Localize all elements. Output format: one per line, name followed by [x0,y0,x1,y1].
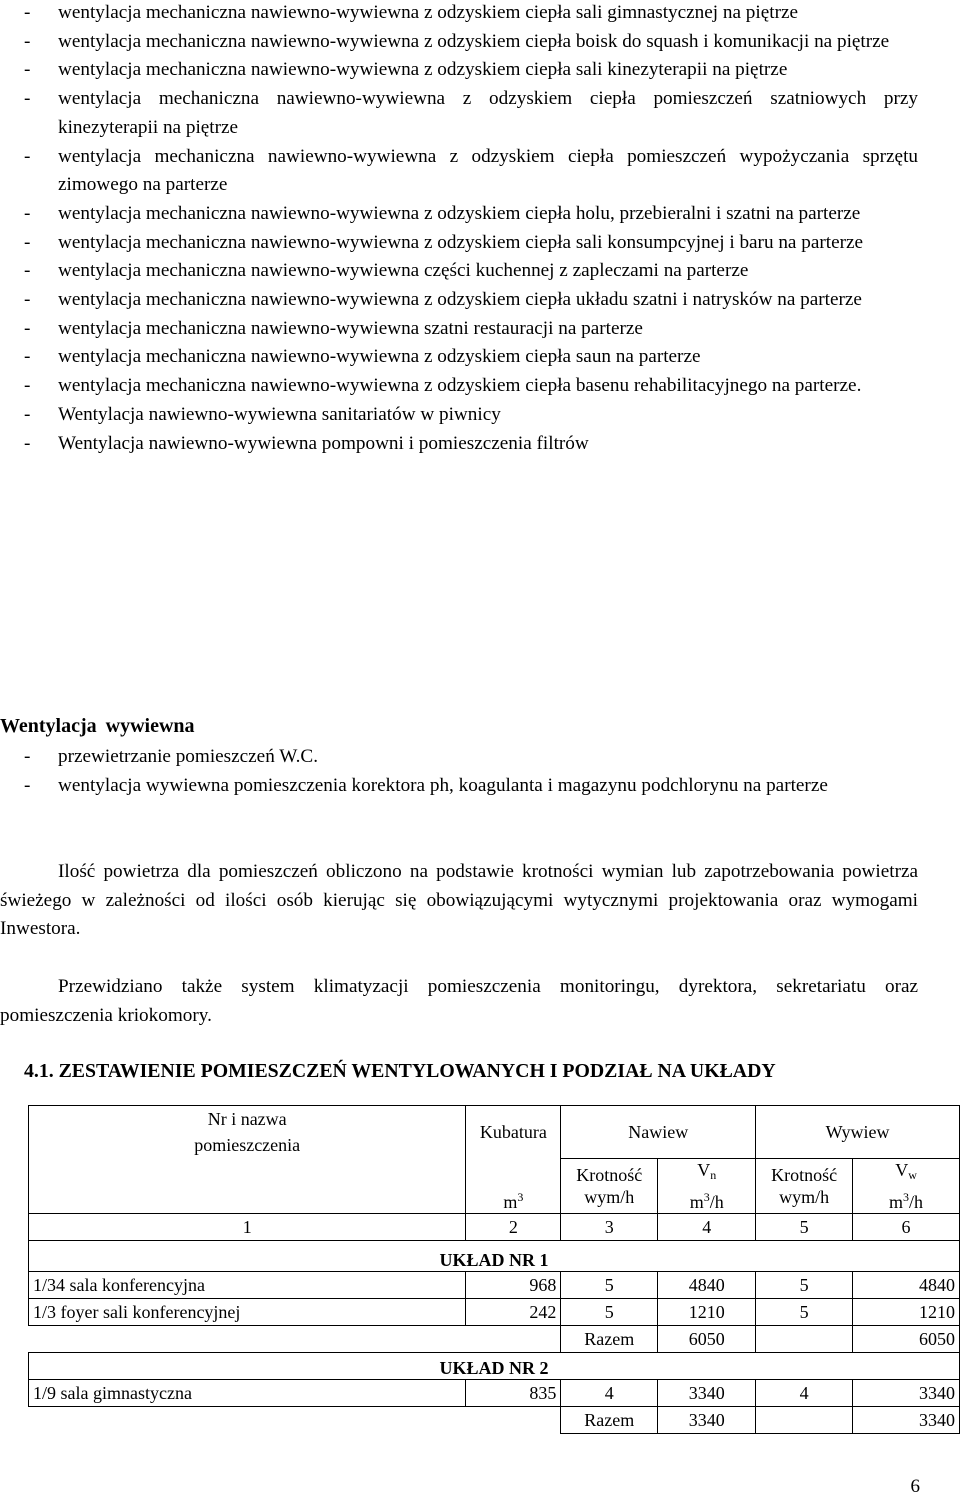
page-number: 6 [910,1476,920,1497]
empty-cell [466,1325,561,1352]
list-item [24,430,918,459]
list-item-text: wentylacja mechaniczna nawiewno-wywiewna z odzyskiem ciepła układu szatni i natrysków na parterze [58,289,862,311]
list-item-text: wentylacja mechaniczna nawiewno-wywiewna szatni restauracji na parterze [58,317,643,339]
list-dash: - [24,403,31,425]
header-exhaust-rate [756,1158,853,1213]
list-item-text: wentylacja mechaniczna nawiewno-wywiewna z odzyskiem ciepła sali konsumpcyjnej i baru na parterze [58,231,864,253]
list-item [24,200,918,229]
list-item-text: przewietrzanie pomieszczeń W.C. [58,746,318,767]
list-item [24,286,918,315]
list-dash: - [24,746,31,767]
list-dash: - [24,59,31,81]
total-label: Razem [561,1325,658,1352]
supply-flow: 1210 [658,1298,756,1325]
supply-flow: 3340 [658,1379,756,1406]
list-item-text: wentylacja mechaniczna nawiewno-wywiewna części kuchennej z zapleczami na parterze [58,260,749,282]
list-item [24,772,918,801]
list-dash: - [24,317,31,339]
vw-sub: w [908,1167,917,1182]
list-item-text: wentylacja mechaniczna nawiewno-wywiewna z odzyskiem ciepła pomieszczeń szatniowych przy kinezyterapii na piętrze [58,88,918,138]
list-item [24,143,918,200]
exhaust-list [24,743,918,800]
table-row [29,1298,960,1325]
list-item [24,372,918,401]
list-item-text: wentylacja mechaniczna nawiewno-wywiewna z odzyskiem ciepła sali kinezyterapii na piętrze [58,59,788,81]
exhaust-rate: 5 [756,1298,853,1325]
header-vn [658,1158,756,1213]
vn-label: V [697,1159,711,1180]
list-item-text: wentylacja mechaniczna nawiewno-wywiewna z odzyskiem ciepła pomieszczeń wypożyczania sprzętu zimowego na parterze [58,145,918,196]
list-item [24,315,918,344]
group-title: UKŁAD NR 2 [29,1352,960,1379]
header-name-cont [29,1158,466,1213]
list-dash: - [24,231,31,253]
list-item [24,343,918,372]
unit-m: m [503,1191,518,1212]
room-name: 1/3 foyer sali konferencyjnej [29,1298,466,1325]
list-dash: - [24,774,31,796]
paragraph-air-conditioning: Przewidziano także system klimatyzacji pomieszczenia monitoringu, dyrektora, sekretariatu oraz pomieszczenia kriokomory. [0,976,918,1026]
list-item [24,85,918,142]
section-title: 4.1. ZESTAWIENIE POMIESZCZEŃ WENTYLOWANYCH I PODZIAŁ NA UKŁADY [24,1060,776,1082]
rate-label: Krotność [576,1164,643,1185]
list-item [24,743,918,772]
list-item-text: Wentylacja nawiewno-wywiewna pompowni i pomieszczenia filtrów [58,432,589,454]
list-item-text: wentylacja mechaniczna nawiewno-wywiewna z odzyskiem ciepła holu, przebieralni i szatni na parterze [58,202,861,224]
list-dash: - [24,260,31,282]
room-volume: 835 [466,1379,561,1406]
list-dash: - [24,202,31,224]
total-supply: 6050 [658,1325,756,1352]
header-name [29,1106,466,1159]
rooms-table [28,1105,960,1434]
supply-flow: 4840 [658,1271,756,1298]
total-supply: 3340 [658,1406,756,1433]
room-name: 1/34 sala konferencyjna [29,1271,466,1298]
list-item-text: wentylacja mechaniczna nawiewno-wywiewna z odzyskiem ciepła saun na parterze [58,346,701,368]
list-item-text: wentylacja wywiewna pomieszczenia korektora ph, koagulanta i magazynu podchlorynu na parterze [58,774,828,796]
total-row [29,1325,960,1352]
col-number: 5 [756,1213,853,1240]
col-number: 1 [29,1213,466,1240]
header-volume-unit [466,1158,561,1213]
supply-rate: 5 [561,1271,658,1298]
group-title-row [29,1240,960,1271]
ventilation-list [24,0,918,458]
list-dash: - [24,2,31,23]
vw-label: V [895,1159,909,1180]
exhaust-rate: 4 [756,1379,853,1406]
total-exhaust: 3340 [853,1406,960,1433]
table-row [29,1379,960,1406]
list-item-text: wentylacja mechaniczna nawiewno-wywiewna z odzyskiem ciepła basenu rehabilitacyjnego na parterze. [58,375,862,397]
col-number: 4 [658,1213,756,1240]
list-dash: - [24,88,31,110]
supply-rate: 4 [561,1379,658,1406]
col-number: 2 [466,1213,561,1240]
list-item-text: wentylacja mechaniczna nawiewno-wywiewna z odzyskiem ciepła boisk do squash i komunikacji na piętrze [58,30,890,52]
total-spacer [756,1406,853,1433]
list-dash: - [24,289,31,311]
list-item [24,229,918,258]
rate-unit: wym/h [584,1186,635,1207]
list-item [24,401,918,430]
exhaust-flow: 4840 [853,1271,960,1298]
empty-cell [29,1406,466,1433]
header-exhaust: Wywiew [756,1106,960,1159]
flow-unit-h: /h [909,1191,924,1212]
rate-unit: wym/h [779,1186,830,1207]
room-volume: 242 [466,1298,561,1325]
room-name: 1/9 sala gimnastyczna [29,1379,466,1406]
list-dash: - [24,346,31,368]
table-row [29,1271,960,1298]
flow-unit-sup: 3 [703,1189,710,1204]
header-volume: Kubatura [466,1106,561,1159]
group-title-row [29,1352,960,1379]
exhaust-rate: 5 [756,1271,853,1298]
empty-cell [29,1325,466,1352]
list-dash: - [24,375,31,397]
flow-unit-m: m [889,1191,904,1212]
unit-sup: 3 [517,1189,524,1204]
list-item [24,0,918,28]
supply-rate: 5 [561,1298,658,1325]
list-item [24,56,918,85]
header-vw [853,1158,960,1213]
list-item-text: wentylacja mechaniczna nawiewno-wywiewna z odzyskiem ciepła sali gimnastycznej na piętrze [58,2,799,23]
col-number: 6 [853,1213,960,1240]
room-volume: 968 [466,1271,561,1298]
flow-unit-m: m [689,1191,704,1212]
exhaust-heading: Wentylacja wywiewna [0,715,195,737]
header-name-text: Nr i nazwa pomieszczenia [194,1109,301,1155]
header-supply: Nawiew [561,1106,756,1159]
total-spacer [756,1325,853,1352]
column-number-row [29,1213,960,1240]
empty-cell [466,1406,561,1433]
exhaust-flow: 1210 [853,1298,960,1325]
total-row [29,1406,960,1433]
col-number: 3 [561,1213,658,1240]
total-exhaust: 6050 [853,1325,960,1352]
list-dash: - [24,432,31,454]
flow-unit-sup: 3 [903,1189,910,1204]
list-item-text: Wentylacja nawiewno-wywiewna sanitariatów w piwnicy [58,403,501,425]
table-header-row [29,1106,960,1159]
table-header-row [29,1158,960,1213]
paragraph-air-quantity: Ilość powietrza dla pomieszczeń obliczono na podstawie krotności wymian lub zapotrzebowania powietrza świeżego w zależności od ilości osób kierując się obowiązującymi wytycznymi projektowania oraz wymogami Inwestora. [0,861,918,940]
group-title: UKŁAD NR 1 [29,1240,960,1271]
exhaust-flow: 3340 [853,1379,960,1406]
rate-label: Krotność [771,1164,838,1185]
header-supply-rate [561,1158,658,1213]
list-dash: - [24,145,31,167]
flow-unit-h: /h [709,1191,724,1212]
total-label: Razem [561,1406,658,1433]
vn-sub: n [710,1167,717,1182]
list-item [24,28,918,57]
list-item [24,257,918,286]
list-dash: - [24,30,31,52]
